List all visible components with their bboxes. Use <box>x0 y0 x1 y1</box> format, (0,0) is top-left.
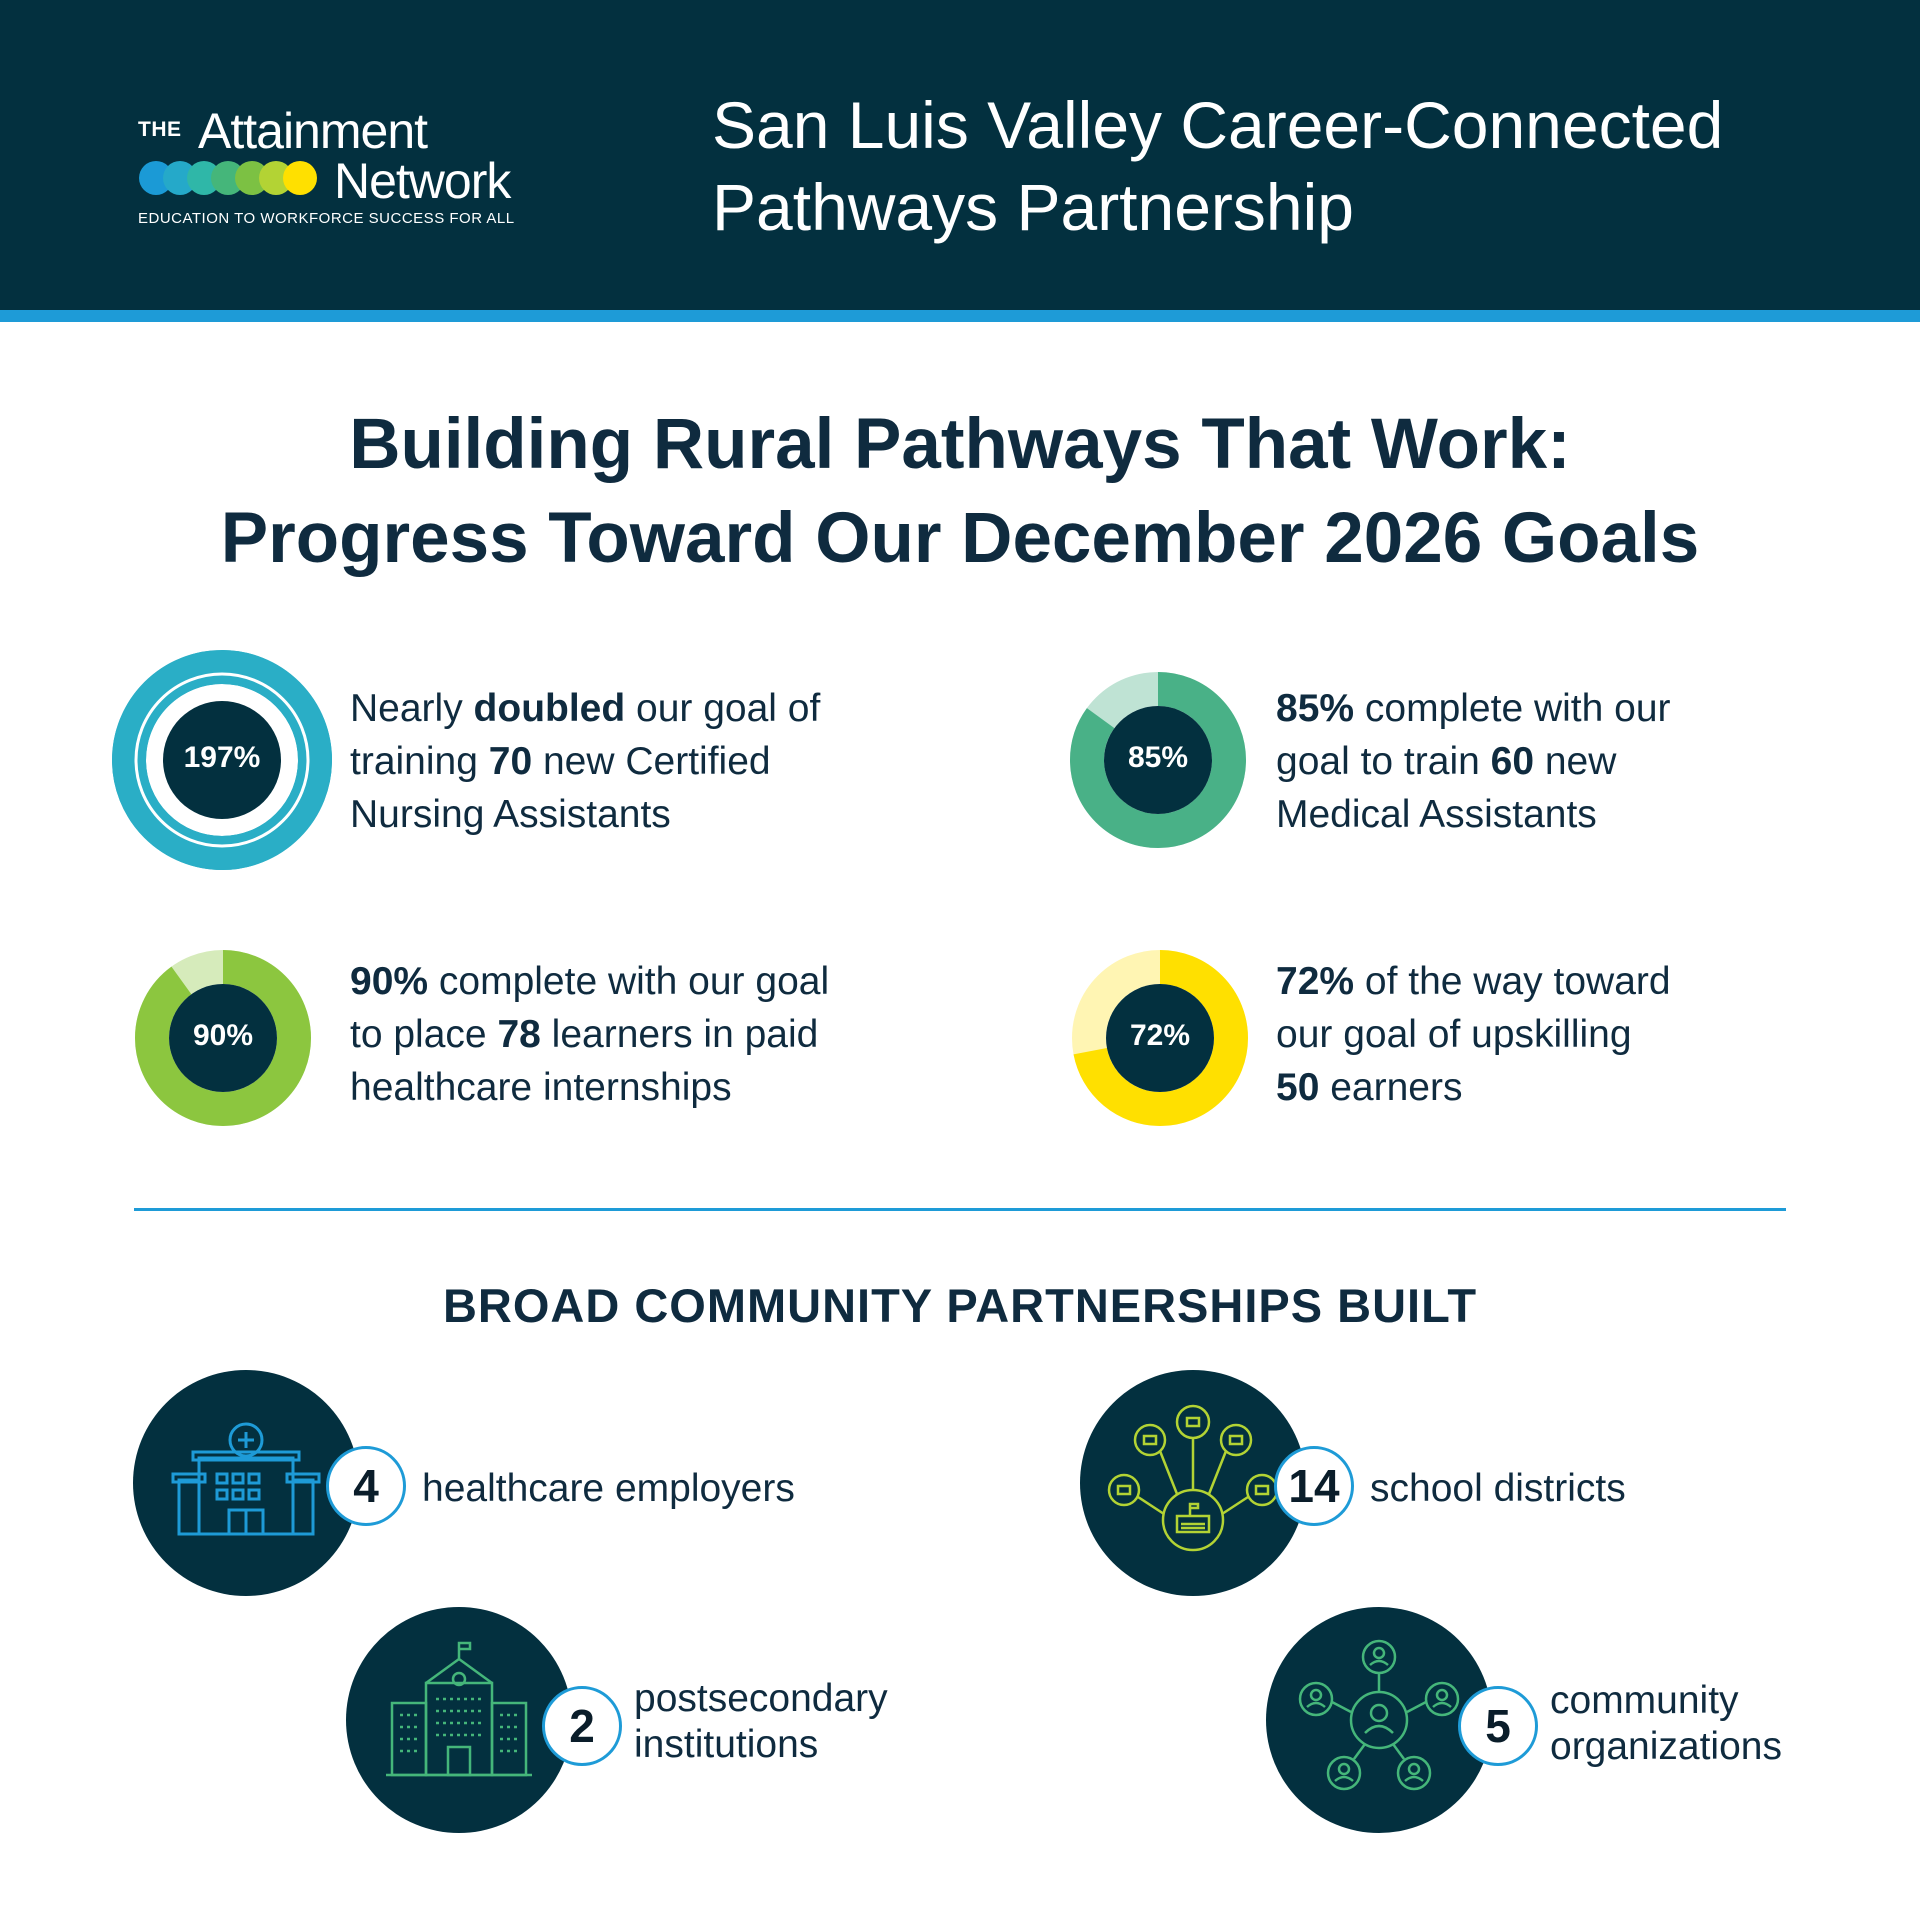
logo-dot <box>283 161 317 195</box>
goal-description <box>350 682 910 841</box>
partner-label-line-2: institutions <box>634 1723 819 1766</box>
partner-label <box>422 1466 795 1512</box>
header-stripe <box>0 310 1920 322</box>
goal-text-run: new <box>1534 740 1617 783</box>
goal-percent: 90% <box>192 1019 254 1052</box>
goal-percent: 72% <box>1129 1019 1191 1052</box>
goal-description <box>350 955 930 1114</box>
goal-text-run: our goal of <box>625 687 821 730</box>
goal-text-run: Medical Assistants <box>1276 793 1597 836</box>
partner-label <box>1370 1466 1626 1512</box>
goal-description <box>1276 682 1836 841</box>
logo-dots-icon <box>138 158 338 198</box>
partner-label-line-1: community <box>1550 1679 1739 1722</box>
goal-text-run: learners in paid <box>540 1013 819 1056</box>
goal-text-run: to place <box>350 1013 498 1056</box>
partner-postsecondary-institutions <box>346 1607 572 1833</box>
partner-label-line-1: school districts <box>1370 1467 1626 1510</box>
goal-emphasis: 90% <box>350 960 429 1003</box>
partner-count-badge: 5 <box>1458 1686 1538 1766</box>
logo-network: Network <box>334 153 511 209</box>
partner-label <box>634 1676 888 1768</box>
section-divider <box>134 1208 1786 1211</box>
page-title-line-1: San Luis Valley Career-Connected <box>712 88 1724 162</box>
goal-emphasis: doubled <box>473 687 626 730</box>
goal-description <box>1276 955 1836 1114</box>
college-building-icon <box>346 1607 572 1833</box>
goal-percent: 85% <box>1127 741 1189 774</box>
main-heading-line-2: Progress Toward Our December 2026 Goals <box>220 499 1700 578</box>
goal-text-run: earners <box>1319 1066 1463 1109</box>
goal-text-run: complete with our <box>1354 687 1671 730</box>
main-heading <box>0 398 1920 586</box>
goal-text-run: training <box>350 740 489 783</box>
goal-emphasis: 72% <box>1276 960 1355 1003</box>
logo-the: THE <box>138 118 182 141</box>
logo-tagline: EDUCATION TO WORKFORCE SUCCESS FOR ALL <box>138 210 515 227</box>
attainment-network-logo[interactable] <box>138 102 558 232</box>
goal-medical-assistants <box>1070 672 1246 848</box>
goal-text-run: Nearly <box>350 687 474 730</box>
logo-attainment: Attainment <box>198 103 428 159</box>
partner-label-line-1: healthcare employers <box>422 1467 795 1510</box>
partner-label <box>1550 1678 1782 1770</box>
goal-emphasis: 50 <box>1276 1066 1320 1109</box>
partner-label-line-2: organizations <box>1550 1725 1782 1768</box>
partner-label-line-1: postsecondary <box>634 1677 888 1720</box>
section-heading: BROAD COMMUNITY PARTNERSHIPS BUILT <box>442 1279 1478 1332</box>
goal-text-run: goal to train <box>1276 740 1491 783</box>
goal-text-run: complete with our goal <box>428 960 830 1003</box>
page-title <box>712 84 1862 248</box>
goal-percent: 197% <box>183 741 261 774</box>
goal-emphasis: 60 <box>1490 740 1535 783</box>
goal-text-run: new Certified <box>532 740 771 783</box>
header-banner <box>0 0 1920 310</box>
goal-cna <box>112 650 332 870</box>
school-network-icon <box>1080 1370 1306 1596</box>
goal-text-run: healthcare internships <box>350 1066 732 1109</box>
goal-emphasis: 70 <box>488 740 533 783</box>
partner-count-badge: 4 <box>326 1446 406 1526</box>
goal-text-run: Nursing Assistants <box>350 793 671 836</box>
partner-count-badge: 14 <box>1274 1446 1354 1526</box>
main-heading-line-1: Building Rural Pathways That Work: <box>349 405 1571 484</box>
goal-emphasis: 78 <box>497 1013 541 1056</box>
goal-internships <box>135 950 311 1126</box>
page-title-line-2: Pathways Partnership <box>712 170 1354 244</box>
partner-count-badge: 2 <box>542 1686 622 1766</box>
goal-text-run: our goal of upskilling <box>1276 1013 1632 1056</box>
goal-text-run: of the way toward <box>1354 960 1671 1003</box>
goal-upskilling <box>1072 950 1248 1126</box>
goal-emphasis: 85% <box>1276 687 1355 730</box>
partner-school-districts <box>1080 1370 1306 1596</box>
